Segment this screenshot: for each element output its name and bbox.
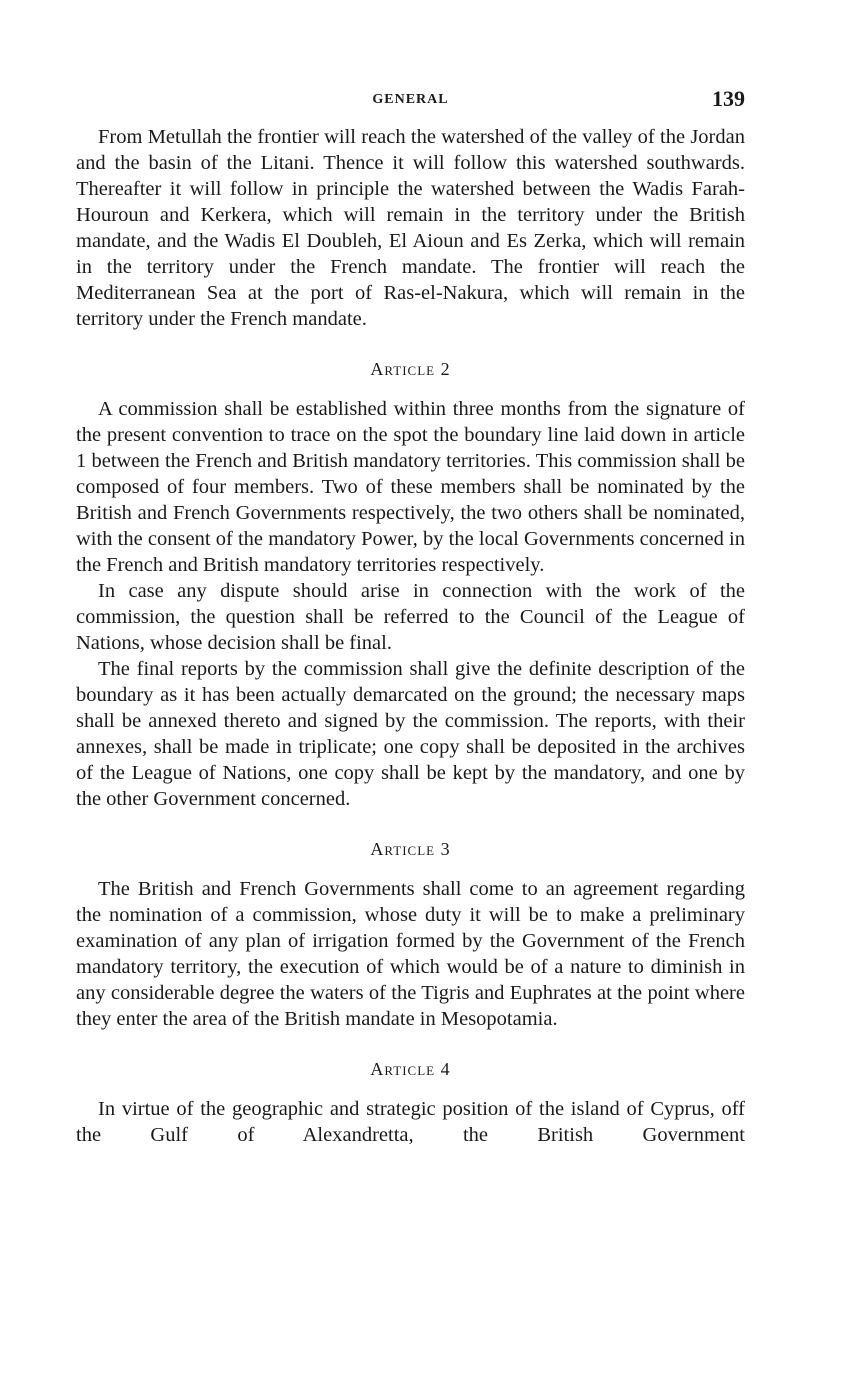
article-2-paragraph: In case any dispute should arise in connection with the work of the commission, the question shall be referred to the Council of the League of Nations, whose decision shall be final.	[76, 580, 745, 654]
article-4-paragraph: In virtue of the geographic and strategic position of the island of Cyprus, off the Gulf of Alexandretta, the British Government	[76, 1098, 745, 1146]
document-page	[76, 84, 745, 1148]
page-number: 139	[712, 86, 745, 111]
article-4-heading: Article 4	[370, 1059, 451, 1079]
article-2-paragraph: A commission shall be established within three months from the signature of the present convention to trace on the spot the boundary line laid down in article 1 between the French and British mandatory territories. This commission shall be composed of four members. Two of these members shall be nominated by the British and French Governments respectively, the two others shall be nominated, with the consent of the mandatory Power, by the local Governments concerned in the French and British mandatory territories respectively.	[76, 398, 745, 576]
article-2-paragraph: The final reports by the commission shall give the definite description of the boundary as it has been actually demarcated on the ground; the necessary maps shall be annexed thereto and signed by the commission. The reports, with their annexes, shall be made in triplicate; one copy shall be deposited in the archives of the League of Nations, one copy shall be kept by the mandatory, and one by the other Government concerned.	[76, 658, 745, 810]
running-header	[76, 84, 745, 124]
running-title: GENERAL	[372, 92, 449, 107]
article-2-heading: Article 2	[370, 359, 451, 379]
paragraph-article-1-continued: From Metullah the frontier will reach the watershed of the valley of the Jordan and the basin of the Litani. Thence it will follow this watershed southwards. Thereafter it will follow in principle the watershed between the Wadis Farah-Houroun and Kerkera, which will remain in the territory under the British mandate, and the Wadis El Doubleh, El Aioun and Es Zerka, which will remain in the territory under the French mandate. The frontier will reach the Mediterranean Sea at the port of Ras-el-Nakura, which will remain in the territory under the French mandate.	[76, 126, 745, 330]
article-3-paragraph: The British and French Governments shall come to an agreement regarding the nomination of a commission, whose duty it will be to make a preliminary examination of any plan of irrigation formed by the Government of the French mandatory territory, the execution of which would be of a nature to diminish in any considerable degree the waters of the Tigris and Euphrates at the point where they enter the area of the British mandate in Mesopotamia.	[76, 878, 745, 1030]
article-3-heading: Article 3	[370, 839, 451, 859]
